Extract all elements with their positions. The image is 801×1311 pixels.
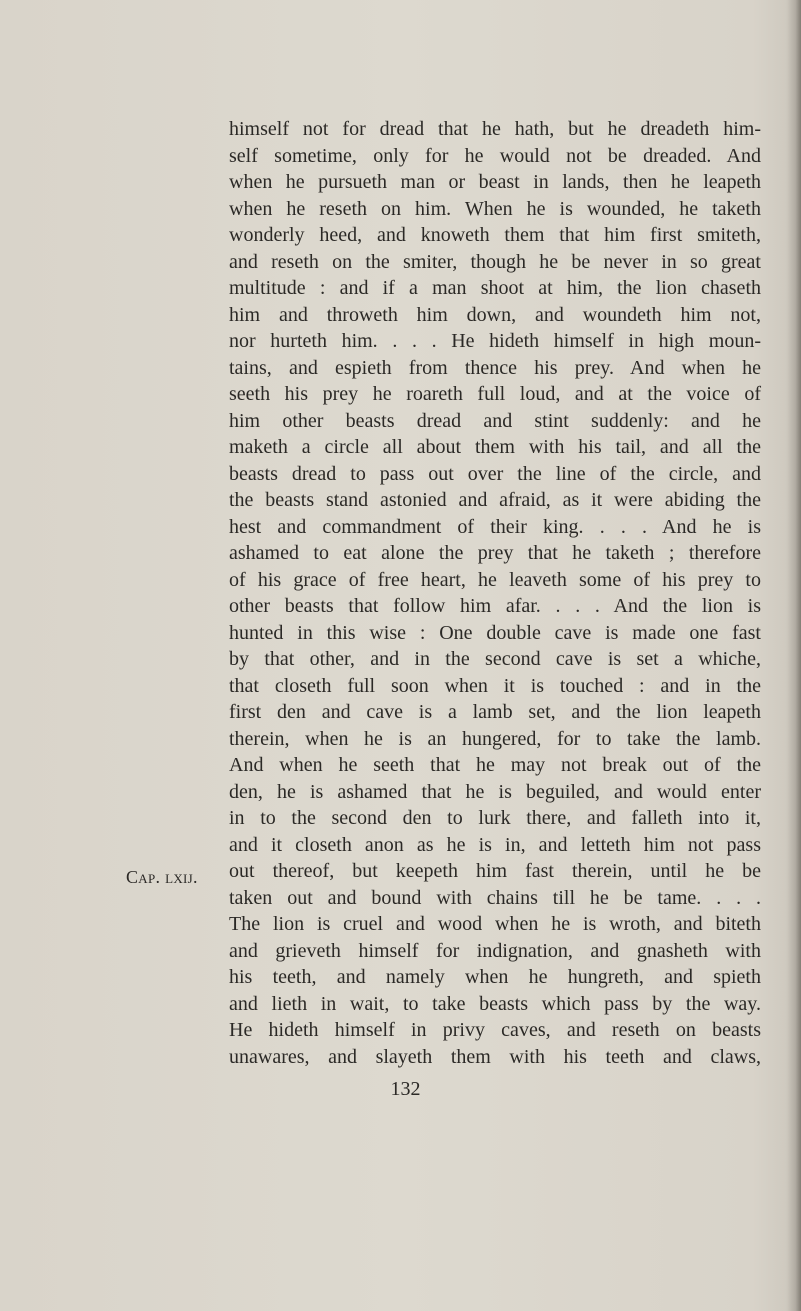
text-line: tains, and espieth from thence his prey. And when he <box>229 356 761 379</box>
text-line: The lion is cruel and wood when he is wroth, and biteth <box>229 913 761 935</box>
text-line: unawares, and slayeth them with his teeth and claws, <box>229 1045 761 1068</box>
text-line: when he reseth on him. When he is wounded, he taketh <box>229 197 761 220</box>
page-number: 132 <box>390 1078 421 1100</box>
text-line: when he pursueth man or beast in lands, then he leapeth <box>229 171 761 193</box>
text-line: and lieth in wait, to take beasts which pass by the way. <box>229 992 761 1015</box>
text-line: den, he is ashamed that he is beguiled, and would enter <box>229 780 761 803</box>
text-line: first den and cave is a lamb set, and the lion leapeth <box>229 701 761 723</box>
text-line: out thereof, but keepeth him fast therein, until he be <box>229 860 761 882</box>
text-line: And when he seeth that he may not break out of the <box>229 754 761 776</box>
text-line: taken out and bound with chains till he be tame. . . . <box>229 886 761 909</box>
page-number-container <box>0 1076 801 1102</box>
text-line: beasts dread to pass out over the line of the circle, and <box>229 462 761 485</box>
text-line: maketh a circle all about them with his tail, and all the <box>229 436 761 458</box>
text-line: hunted in this wise : One double cave is made one fast <box>229 621 761 644</box>
text-line: the beasts stand astonied and afraid, as it were abiding the <box>229 489 761 511</box>
text-line: of his grace of free heart, he leaveth some of his prey to <box>229 568 761 591</box>
text-line: ashamed to eat alone the prey that he taketh ; therefore <box>229 542 761 564</box>
text-line: him and throweth him down, and woundeth him not, <box>229 303 761 326</box>
text-line: therein, when he is an hungered, for to take the lamb. <box>229 727 761 750</box>
text-line: and grieveth himself for indignation, and gnasheth with <box>229 939 761 962</box>
text-line: self sometime, only for he would not be dreaded. And <box>229 144 761 167</box>
chapter-margin-note: Cap. lxij. <box>126 867 198 887</box>
text-line: nor hurteth him. . . . He hideth himself in high moun- <box>229 330 761 352</box>
page-edge-shadow <box>787 0 801 1311</box>
text-line: He hideth himself in privy caves, and reseth on beasts <box>229 1019 761 1041</box>
text-line: that closeth full soon when it is touched : and in the <box>229 674 761 697</box>
text-line: hest and commandment of their king. . . . And he is <box>229 515 761 538</box>
text-line: seeth his prey he roareth full loud, and at the voice of <box>229 383 761 405</box>
text-line: by that other, and in the second cave is set a whiche, <box>229 648 761 670</box>
text-line: him other beasts dread and stint suddenly: and he <box>229 409 761 432</box>
text-line: in to the second den to lurk there, and falleth into it, <box>229 807 761 829</box>
text-line: wonderly heed, and knoweth them that him first smiteth, <box>229 224 761 246</box>
text-line: and reseth on the smiter, though he be never in so great <box>229 250 761 273</box>
text-line: his teeth, and namely when he hungreth, and spieth <box>229 966 761 988</box>
text-line: himself not for dread that he hath, but he dreadeth him- <box>229 118 761 140</box>
text-line: multitude : and if a man shoot at him, the lion chaseth <box>229 277 761 299</box>
body-text <box>229 116 761 1070</box>
text-line: other beasts that follow him afar. . . . And the lion is <box>229 595 761 617</box>
text-line: and it closeth anon as he is in, and letteth him not pass <box>229 833 761 856</box>
